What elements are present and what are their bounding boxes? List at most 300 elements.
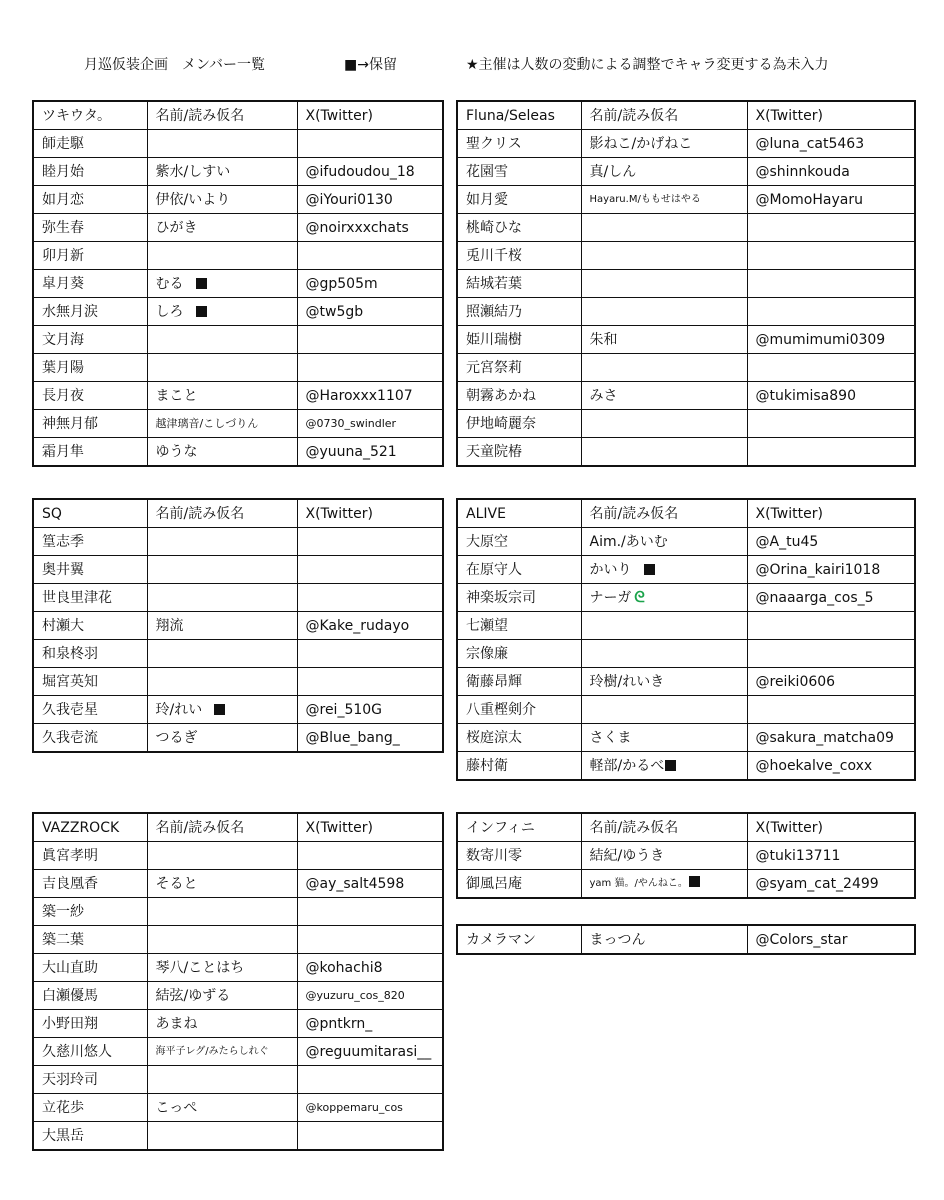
- column-header-label: X(Twitter): [755, 107, 823, 124]
- table-row: [33, 326, 443, 354]
- cell-text: 結弦/ゆずる: [155, 987, 231, 1004]
- cell-character: [457, 925, 581, 954]
- cell-twitter: [297, 438, 443, 467]
- cell-text: 眞宮孝明: [42, 847, 98, 864]
- cell-text: Aim./あいむ: [589, 533, 668, 550]
- cell-cosplayer: [147, 158, 297, 186]
- table-row: [33, 158, 443, 186]
- cell-text: @hoekalve_coxx: [755, 757, 873, 774]
- column-header: [581, 499, 747, 528]
- cell-twitter: [297, 842, 443, 870]
- cell-twitter: [747, 438, 915, 467]
- cell-cosplayer: [147, 954, 297, 982]
- column-header: [457, 499, 581, 528]
- table-row: [457, 584, 915, 612]
- cell-twitter: [297, 954, 443, 982]
- cell-cosplayer: [147, 982, 297, 1010]
- cell-twitter: [297, 870, 443, 898]
- table-row: [33, 556, 443, 584]
- cell-cosplayer: [581, 612, 747, 640]
- fluna-table: [456, 100, 916, 467]
- cell-text: ゆうな: [155, 443, 198, 460]
- cell-text: @reiki0606: [755, 673, 836, 690]
- table-row: [457, 270, 915, 298]
- cell-text: 大原空: [466, 533, 508, 550]
- cell-twitter: [747, 640, 915, 668]
- cell-cosplayer: [147, 1094, 297, 1122]
- cell-text: @tukimisa890: [755, 387, 856, 404]
- alt-account-icon: ᘓ: [634, 588, 645, 606]
- alive-header-row: [457, 499, 915, 528]
- cell-text: そると: [155, 875, 198, 892]
- table-row: [457, 130, 915, 158]
- cell-text: 大黒岳: [42, 1127, 84, 1144]
- table-row: [457, 556, 915, 584]
- table-row: [33, 724, 443, 753]
- cell-character: [33, 842, 147, 870]
- table-row: [33, 410, 443, 438]
- cell-text: カメラマン: [466, 931, 536, 948]
- cell-text: @iYouri0130: [305, 191, 393, 208]
- cell-character: [33, 1094, 147, 1122]
- cell-text: 衛藤昂輝: [466, 673, 522, 690]
- cell-character: [457, 752, 581, 781]
- column-header: [297, 499, 443, 528]
- column-header-label: 名前/読み仮名: [155, 107, 245, 124]
- table-row: [457, 354, 915, 382]
- cell-character: [33, 186, 147, 214]
- column-header-label: 名前/読み仮名: [155, 505, 245, 522]
- table-row: [33, 926, 443, 954]
- hold-mark-icon: [644, 564, 655, 575]
- table-row: [33, 528, 443, 556]
- cell-twitter: [747, 242, 915, 270]
- cell-character: [457, 410, 581, 438]
- cell-character: [33, 556, 147, 584]
- cell-text: 小野田翔: [42, 1015, 98, 1032]
- table-row: [457, 410, 915, 438]
- alive-table: [456, 498, 916, 781]
- cell-text: @naaarga_cos_5: [755, 589, 874, 606]
- cell-text: 築二葉: [42, 931, 84, 948]
- cell-text: 影ねこ/かげねこ: [589, 135, 693, 152]
- column-header: [33, 813, 147, 842]
- cell-text: @tw5gb: [305, 303, 364, 320]
- column-header: [581, 101, 747, 130]
- cell-cosplayer: [147, 898, 297, 926]
- cell-cosplayer: [581, 925, 747, 954]
- cell-twitter: [297, 382, 443, 410]
- cell-text: 霜月隼: [42, 443, 84, 460]
- table-row: [33, 696, 443, 724]
- cell-character: [33, 354, 147, 382]
- table-row: [457, 186, 915, 214]
- cell-cosplayer: [581, 130, 747, 158]
- cell-text: 数寄川零: [466, 847, 522, 864]
- cell-text: 越津璃音/こしづりん: [155, 416, 259, 430]
- hold-legend: ■→保留: [344, 57, 397, 73]
- column-header-label: X(Twitter): [755, 819, 823, 836]
- cell-twitter: [747, 696, 915, 724]
- cell-text: 神楽坂宗司: [466, 589, 536, 606]
- cell-twitter: [297, 584, 443, 612]
- sq-table: [32, 498, 444, 753]
- cell-text: @Kake_rudayo: [305, 617, 410, 634]
- table-row: [33, 1094, 443, 1122]
- cell-cosplayer: [581, 752, 747, 781]
- cell-twitter: [747, 668, 915, 696]
- cell-character: [33, 1010, 147, 1038]
- column-header-label: 名前/読み仮名: [155, 819, 245, 836]
- cell-text: 築一紗: [42, 903, 84, 920]
- cell-text: 長月夜: [42, 387, 84, 404]
- cell-cosplayer: [147, 584, 297, 612]
- cell-text: みさ: [589, 387, 618, 404]
- cell-text: @Colors_star: [755, 931, 848, 948]
- column-header-label: 名前/読み仮名: [589, 107, 679, 124]
- cell-text: 桃崎ひな: [466, 219, 522, 236]
- cell-character: [33, 158, 147, 186]
- cell-character: [33, 584, 147, 612]
- fluna-header-row: [457, 101, 915, 130]
- column-header: [297, 101, 443, 130]
- table-row: [457, 158, 915, 186]
- cell-text: @0730_swindler: [305, 416, 397, 430]
- cell-text: 玲樹/れいき: [589, 673, 665, 690]
- table-row: [33, 382, 443, 410]
- cell-twitter: [747, 724, 915, 752]
- cell-text: 睦月始: [42, 163, 84, 180]
- table-row: [33, 612, 443, 640]
- cell-twitter: [297, 270, 443, 298]
- cell-cosplayer: [581, 870, 747, 899]
- cell-character: [33, 1038, 147, 1066]
- table-row: [457, 668, 915, 696]
- cell-cosplayer: [147, 842, 297, 870]
- cell-text: 琴八/ことはち: [155, 959, 245, 976]
- cell-character: [457, 612, 581, 640]
- organizer-note: ★主催は人数の変動による調整でキャラ変更する為未入力: [466, 57, 829, 73]
- table-row: [457, 298, 915, 326]
- table-row: [33, 1066, 443, 1094]
- cell-text: あまね: [155, 1015, 198, 1032]
- cell-cosplayer: [581, 842, 747, 870]
- cell-character: [33, 954, 147, 982]
- cell-text: 師走駆: [42, 135, 84, 152]
- cell-twitter: [297, 186, 443, 214]
- cell-cosplayer: [147, 640, 297, 668]
- table-row: [33, 640, 443, 668]
- cell-character: [457, 640, 581, 668]
- tsukiuta-header-row: [33, 101, 443, 130]
- cell-text: 御風呂庵: [466, 875, 522, 892]
- column-header-label: X(Twitter): [305, 819, 373, 836]
- cell-text: Hayaru.M/ももせはやる: [589, 193, 701, 205]
- cell-twitter: [297, 724, 443, 753]
- hold-mark-icon: [665, 760, 676, 771]
- cell-text: @reguumitarasi__: [305, 1043, 432, 1060]
- cell-character: [33, 696, 147, 724]
- cell-text: 大山直助: [42, 959, 98, 976]
- cell-twitter: [747, 584, 915, 612]
- cell-twitter: [747, 382, 915, 410]
- cell-twitter: [747, 556, 915, 584]
- cell-cosplayer: [581, 354, 747, 382]
- table-row: [33, 298, 443, 326]
- table-row: [457, 214, 915, 242]
- cell-text: 村瀬大: [42, 617, 84, 634]
- cell-character: [33, 130, 147, 158]
- cell-text: 八重樫剣介: [466, 701, 536, 718]
- cell-twitter: [747, 270, 915, 298]
- cell-text: 伊地崎麗奈: [466, 415, 536, 432]
- cell-cosplayer: [147, 1122, 297, 1151]
- cell-twitter: [297, 696, 443, 724]
- cell-text: 神無月郁: [42, 415, 98, 432]
- cell-cosplayer: [581, 158, 747, 186]
- cell-character: [33, 410, 147, 438]
- cell-cosplayer: [147, 528, 297, 556]
- cell-cosplayer: [147, 1066, 297, 1094]
- cell-text: 軽部/かるべ: [589, 757, 665, 774]
- cell-cosplayer: [147, 438, 297, 467]
- cell-cosplayer: [581, 640, 747, 668]
- cell-cosplayer: [147, 926, 297, 954]
- cell-text: @rei_510G: [305, 701, 383, 718]
- cell-cosplayer: [581, 214, 747, 242]
- column-header-label: Fluna/Seleas: [466, 107, 555, 124]
- cell-twitter: [747, 186, 915, 214]
- table-row: [33, 1010, 443, 1038]
- cell-twitter: [297, 668, 443, 696]
- cell-twitter: [297, 528, 443, 556]
- cell-text: 真/しん: [589, 163, 637, 180]
- column-header-label: ALIVE: [466, 505, 506, 522]
- table-row: [457, 724, 915, 752]
- sq-header-row: [33, 499, 443, 528]
- infini-header-row: [457, 813, 915, 842]
- column-header: [147, 813, 297, 842]
- cell-cosplayer: [147, 270, 297, 298]
- cell-text: @yuzuru_cos_820: [305, 988, 405, 1002]
- table-row: [457, 925, 915, 954]
- cell-text: 奥井翼: [42, 561, 84, 578]
- column-header-label: 名前/読み仮名: [589, 819, 679, 836]
- cell-character: [457, 528, 581, 556]
- cell-text: 七瀬望: [466, 617, 508, 634]
- cell-cosplayer: [581, 696, 747, 724]
- cell-character: [33, 214, 147, 242]
- column-header-label: X(Twitter): [755, 505, 823, 522]
- column-header: [747, 101, 915, 130]
- cell-text: 元宮祭莉: [466, 359, 522, 376]
- cell-text: まっつん: [589, 931, 646, 948]
- cell-text: 和泉柊羽: [42, 645, 98, 662]
- cell-cosplayer: [147, 870, 297, 898]
- table-row: [33, 1122, 443, 1151]
- cell-cosplayer: [581, 556, 747, 584]
- cell-twitter: [297, 298, 443, 326]
- cell-text: @ifudoudou_18: [305, 163, 415, 180]
- cell-character: [457, 584, 581, 612]
- vazzrock-table: [32, 812, 444, 1151]
- table-row: [457, 242, 915, 270]
- cell-twitter: [297, 242, 443, 270]
- cell-character: [457, 668, 581, 696]
- cell-text: 天羽玲司: [42, 1071, 98, 1088]
- table-row: [33, 354, 443, 382]
- cell-text: @gp505m: [305, 275, 378, 292]
- cell-character: [457, 158, 581, 186]
- cell-text: 在原守人: [466, 561, 522, 578]
- cell-character: [33, 528, 147, 556]
- cell-text: @mumimumi0309: [755, 331, 886, 348]
- cell-twitter: [297, 354, 443, 382]
- cell-text: 水無月涙: [42, 303, 98, 320]
- cell-character: [457, 556, 581, 584]
- column-header: [147, 499, 297, 528]
- cell-text: yam 猫。/やんねこ。: [589, 877, 688, 889]
- table-row: [33, 1038, 443, 1066]
- cell-cosplayer: [147, 242, 297, 270]
- cell-cosplayer: [147, 724, 297, 753]
- column-header: [747, 813, 915, 842]
- cell-twitter: [747, 410, 915, 438]
- cell-text: @pntkrn_: [305, 1015, 373, 1032]
- table-row: [457, 326, 915, 354]
- cell-twitter: [747, 870, 915, 899]
- cell-cosplayer: [581, 668, 747, 696]
- vazzrock-header-row: [33, 813, 443, 842]
- cell-cosplayer: [147, 382, 297, 410]
- cell-text: 世良里津花: [42, 589, 112, 606]
- cell-text: @kohachi8: [305, 959, 383, 976]
- table-row: [457, 612, 915, 640]
- table-row: [33, 186, 443, 214]
- cell-text: 花園雪: [466, 163, 508, 180]
- cell-text: @shinnkouda: [755, 163, 850, 180]
- cell-text: @Orina_kairi1018: [755, 561, 881, 578]
- cell-text: まこと: [155, 387, 198, 404]
- cell-character: [457, 696, 581, 724]
- cell-cosplayer: [581, 186, 747, 214]
- cell-text: 久我壱流: [42, 729, 98, 746]
- cell-character: [457, 186, 581, 214]
- cell-text: 弥生春: [42, 219, 84, 236]
- cell-character: [33, 438, 147, 467]
- cell-character: [33, 1122, 147, 1151]
- table-row: [33, 954, 443, 982]
- cell-twitter: [747, 842, 915, 870]
- column-header-label: X(Twitter): [305, 107, 373, 124]
- cell-cosplayer: [147, 130, 297, 158]
- cell-character: [33, 870, 147, 898]
- cell-text: @MomoHayaru: [755, 191, 863, 208]
- column-header-label: 名前/読み仮名: [589, 505, 679, 522]
- table-row: [33, 214, 443, 242]
- column-header: [457, 101, 581, 130]
- column-header: [147, 101, 297, 130]
- cell-character: [33, 612, 147, 640]
- column-header-label: X(Twitter): [305, 505, 373, 522]
- cell-twitter: [747, 214, 915, 242]
- cell-character: [457, 438, 581, 467]
- cell-cosplayer: [581, 438, 747, 467]
- cell-twitter: [747, 612, 915, 640]
- cell-text: 翔流: [155, 617, 184, 634]
- table-row: [33, 130, 443, 158]
- cell-twitter: [747, 528, 915, 556]
- hold-mark-icon: [689, 876, 700, 887]
- hold-mark-icon: [214, 704, 225, 715]
- cell-twitter: [747, 925, 915, 954]
- cell-text: 文月海: [42, 331, 84, 348]
- cell-character: [33, 724, 147, 753]
- table-row: [33, 898, 443, 926]
- cell-text: 紫水/しすい: [155, 163, 231, 180]
- table-row: [457, 752, 915, 781]
- cell-twitter: [297, 1038, 443, 1066]
- table-row: [457, 640, 915, 668]
- cell-cosplayer: [581, 528, 747, 556]
- camera-table: [456, 924, 916, 955]
- cell-twitter: [297, 410, 443, 438]
- cell-text: 堀宮英知: [42, 673, 98, 690]
- cell-text: 吉良凰香: [42, 875, 98, 892]
- cell-cosplayer: [147, 326, 297, 354]
- table-row: [33, 668, 443, 696]
- cell-character: [33, 326, 147, 354]
- cell-text: 照瀬結乃: [466, 303, 522, 320]
- cell-text: むる: [155, 275, 184, 292]
- cell-character: [457, 842, 581, 870]
- cell-text: 白瀬優馬: [42, 987, 98, 1004]
- cell-twitter: [297, 1010, 443, 1038]
- table-row: [457, 696, 915, 724]
- cell-text: しろ: [155, 303, 184, 320]
- cell-text: 聖クリス: [466, 135, 522, 152]
- column-header-label: インフィニ: [466, 819, 535, 836]
- cell-character: [33, 982, 147, 1010]
- cell-twitter: [297, 982, 443, 1010]
- cell-text: こっぺ: [155, 1099, 198, 1116]
- cell-text: かいり: [589, 561, 632, 578]
- cell-character: [457, 242, 581, 270]
- cell-cosplayer: [147, 298, 297, 326]
- cell-twitter: [747, 158, 915, 186]
- cell-character: [33, 1066, 147, 1094]
- cell-cosplayer: [147, 1010, 297, 1038]
- cell-text: ナーガ: [589, 590, 632, 606]
- cell-character: [457, 326, 581, 354]
- table-row: [457, 438, 915, 467]
- cell-text: @ay_salt4598: [305, 875, 405, 892]
- table-row: [457, 528, 915, 556]
- cell-text: 伊依/いより: [155, 191, 231, 208]
- cell-text: 海平子レグ/みたらしれぐ: [155, 1045, 269, 1057]
- hold-mark-icon: [196, 278, 207, 289]
- cell-text: さくま: [589, 729, 632, 746]
- table-row: [457, 382, 915, 410]
- cell-text: 宗像廉: [466, 645, 508, 662]
- column-header: [581, 813, 747, 842]
- column-header: [33, 499, 147, 528]
- cell-text: 如月恋: [42, 191, 84, 208]
- cell-character: [33, 298, 147, 326]
- cell-character: [457, 724, 581, 752]
- cell-twitter: [297, 640, 443, 668]
- cell-text: 兎川千桜: [466, 247, 522, 264]
